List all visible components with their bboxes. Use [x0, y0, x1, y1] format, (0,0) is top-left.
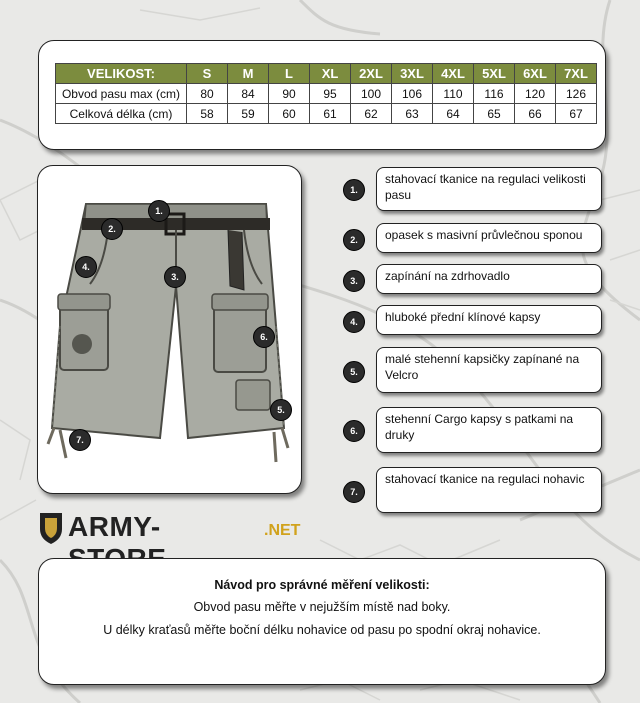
table-cell: 61: [310, 104, 351, 124]
feature-number-5: 5.: [343, 361, 365, 383]
table-cell: 106: [392, 84, 433, 104]
table-cell: 66: [515, 104, 556, 124]
table-row-length: [56, 104, 597, 124]
header-cell: M: [228, 64, 269, 84]
photo-marker-5: 5.: [270, 399, 292, 421]
feature-box-5: malé stehenní kapsičky zapínané na Velcro: [376, 347, 602, 393]
header-cell: S: [187, 64, 228, 84]
shield-icon: [38, 511, 64, 545]
table-cell: 95: [310, 84, 351, 104]
feature-box-1: stahovací tkanice na regulaci velikosti pasu: [376, 167, 602, 211]
table-cell: 110: [433, 84, 474, 104]
feature-number-2: 2.: [343, 229, 365, 251]
table-cell: 64: [433, 104, 474, 124]
feature-box-4: hluboké přední klínové kapsy: [376, 305, 602, 335]
feature-box-6: stehenní Cargo kapsy s patkami na druky: [376, 407, 602, 453]
photo-marker-2: 2.: [101, 218, 123, 240]
header-cell: 4XL: [433, 64, 474, 84]
photo-marker-6: 6.: [253, 326, 275, 348]
header-cell: VELIKOST:: [56, 64, 187, 84]
feature-number-4: 4.: [343, 311, 365, 333]
measurement-instructions-card: [38, 558, 606, 685]
table-row-waist: [56, 84, 597, 104]
instructions-line-2: U délky kraťasů měřte boční délku nohavice od pasu po spodní okraj nohavice.: [103, 623, 541, 637]
size-chart-card: [38, 40, 606, 150]
row-label: Obvod pasu max (cm): [56, 84, 187, 104]
photo-marker-1: 1.: [148, 200, 170, 222]
brand-tld: .NET: [264, 522, 301, 539]
table-cell: 84: [228, 84, 269, 104]
feature-number-1: 1.: [343, 179, 365, 201]
header-cell: 5XL: [474, 64, 515, 84]
feature-number-7: 7.: [343, 481, 365, 503]
brand-name: ARMY-: [68, 511, 161, 542]
instructions-title: Návod pro správné měření velikosti:: [214, 578, 430, 592]
table-cell: 80: [187, 84, 228, 104]
feature-box-7: stahovací tkanice na regulaci nohavic: [376, 467, 602, 513]
header-cell: L: [269, 64, 310, 84]
table-cell: 58: [187, 104, 228, 124]
feature-box-2: opasek s masivní průvlečnou sponou: [376, 223, 602, 253]
table-cell: 120: [515, 84, 556, 104]
table-cell: 126: [556, 84, 597, 104]
feature-number-6: 6.: [343, 420, 365, 442]
product-photo-card: [37, 165, 302, 494]
header-cell: 3XL: [392, 64, 433, 84]
table-cell: 90: [269, 84, 310, 104]
header-cell: 7XL: [556, 64, 597, 84]
table-cell: 65: [474, 104, 515, 124]
header-cell: XL: [310, 64, 351, 84]
photo-marker-7: 7.: [69, 429, 91, 451]
feature-box-3: zapínání na zdrhovadlo: [376, 264, 602, 294]
feature-number-3: 3.: [343, 270, 365, 292]
size-header-row: [56, 64, 597, 84]
row-label: Celková délka (cm): [56, 104, 187, 124]
table-cell: 59: [228, 104, 269, 124]
table-cell: 100: [351, 84, 392, 104]
table-cell: 116: [474, 84, 515, 104]
header-cell: 6XL: [515, 64, 556, 84]
table-cell: 60: [269, 104, 310, 124]
instructions-line-1: Obvod pasu měřte v nejužším místě nad boky.: [193, 600, 451, 614]
header-cell: 2XL: [351, 64, 392, 84]
table-cell: 67: [556, 104, 597, 124]
table-cell: 63: [392, 104, 433, 124]
photo-marker-4: 4.: [75, 256, 97, 278]
table-cell: 62: [351, 104, 392, 124]
photo-marker-3: 3.: [164, 266, 186, 288]
size-chart-table: [55, 63, 597, 124]
